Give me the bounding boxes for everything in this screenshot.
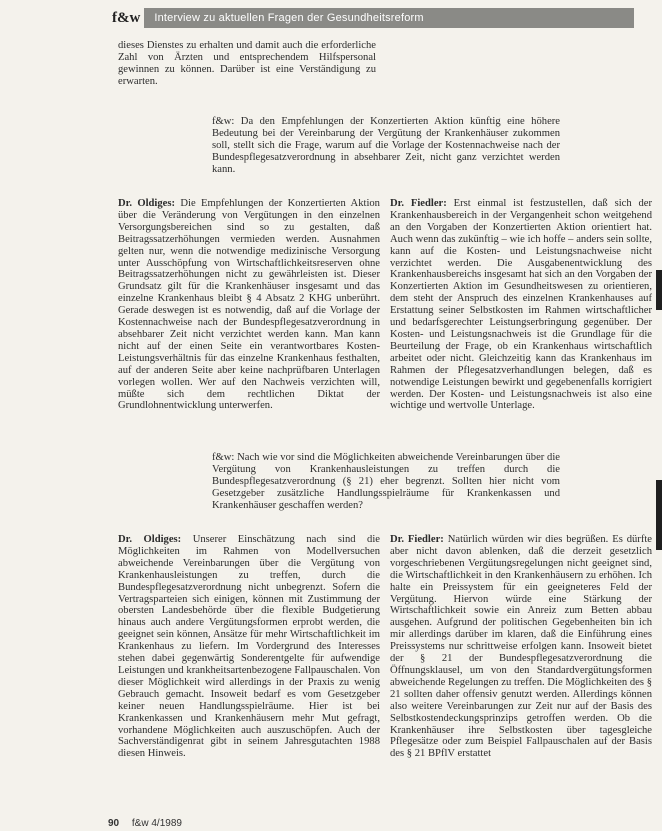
page-footer <box>108 818 182 829</box>
question-2: f&w: Nach wie vor sind die Möglichkeiten abweichende Vereinbarungen über die Vergütung von Krankenhausleistungen zu treffen durch die Bundespflegesatzverordnung (§ 21) eher begrenzt. Sollten hier nicht vom Gesetzgeber zusätzliche Handlungsspielräume für Krankenkassen und Krankenhäuser geschaffen werden? <box>212 452 560 511</box>
scan-edge-mark <box>656 480 662 550</box>
journal-logo: f&w <box>108 8 144 28</box>
speaker-name: Dr. Fiedler: <box>390 198 447 209</box>
scan-edge-mark <box>656 270 662 310</box>
issue-label: f&w 4/1989 <box>131 818 182 829</box>
speaker-name: Dr. Fiedler: <box>390 534 444 545</box>
header-title: Interview zu aktuellen Fragen der Gesundheitsreform <box>154 12 424 24</box>
intro-paragraph: dieses Dienstes zu erhalten und damit auch die erforderliche Zahl von Ärzten und entsprechendem Hilfspersonal gewinnen zu können. Darüber ist eine Verständigung zu erwarten. <box>118 40 376 87</box>
speaker-name: Dr. Oldiges: <box>118 198 176 209</box>
answer-2-fiedler: Dr. Fiedler: Natürlich würden wir dies begrüßen. Es dürfte aber nicht davon ablenken, daß die derzeit gesetzlich vorgeschriebenen Vergütungsregelungen nicht geeignet sind, die Wirtschaftlichkeit in den Krankenhäusern zu erhöhen. Ich halte ein Preissystem für ein geeigneteres Feld der Vergütung. Hiervon würde eine Stärkung der Wirtschaftlichkeit sowie ein Anreiz zum Betten abbau ausgehen. Aufgrund der politischen Gegebenheiten bin ich mir allerdings darüber im klaren, daß die Einführung eines Preissystems nur schrittweise erfolgen kann. Insoweit bietet der § 21 der Bundespflegesatzverordnung die Öffnungsklausel, um von den Standardvergütungsformen abweichende Regelungen zu treffen. Die Möglichkeiten des § 21 sollten daher offensiv genutzt werden. Allerdings können also weitere Vereinbarungen zur Zeit nur auf der Basis des Selbstkostendeckungsprinzips getroffen werden. Ob die Krankenhäuser ihre Selbstkosten über tagesgleiche Pflegesätze oder zum Beispiel Fallpauschalen auf der Basis des § 21 BPflV erstattet <box>390 534 653 760</box>
answer-1-oldiges: Dr. Oldiges: Die Empfehlungen der Konzertierten Aktion über die Veränderung von Vergütungen in den einzelnen Versorgungsbereichen sind so zu gestalten, daß Beitragssatzerhöhungen vermieden werden. Ausnahmen gelten nur, wenn die notwendige medizinische Versorgung unter Ausschöpfung von Wirtschaftlichkeitsreserven ohne Beitragssatzerhöhungen nicht zu gewährleisten ist. Dieser Grundsatz gilt für die Krankenhäuser insgesamt und das einzelne Krankenhaus bleibt § 4 Absatz 2 KHG unberührt. Gerade deswegen ist es notwendig, daß auf die Vorlage der Kostennachweise nach der Bundespflegesatzverordnung in absehbarer Zeit nicht verzichtet werden kann. Man kann nicht auf der einen Seite ein verantwortbares Kosten-Leistungsverhältnis für das einzelne Krankenhaus festhalten, auf der anderen Seite aber keine nachprüfbaren Unterlagen vorlegen wollen. Wer auf den Nachweis verzichten will, müßte sich dem rechtlichen Diktat der Grundlohnentwicklung unterwerfen. <box>118 198 380 412</box>
page-number: 90 <box>108 818 120 829</box>
speaker-name: Dr. Oldiges: <box>118 534 182 545</box>
page-header <box>108 8 634 28</box>
answer-2-oldiges: Dr. Oldiges: Unserer Einschätzung nach sind die Möglichkeiten im Rahmen von Modellversuchen abweichende Vereinbarungen über die Vergütung von Krankenhausleistungen zu treffen, durch die Bundespflegesatzverordnung nicht unbegrenzt. Sofern die Vertragsparteien sich einigen, können mit Zustimmung der obersten Landesbehörde über die flexible Budgetierung hinaus auch andere Vergütungsformen erprobt werden, die geeignet sein können, Ansätze für mehr Wirtschaftlichkeit im Krankenhaus zu liefern. Im Vordergrund des Interesses stehen dabei gegenwärtig Sonderentgelte für aufwendige Leistungen und krankheitsartenbezogene Fallpauschalen. Von dieser Möglichkeit wird allerdings in der Praxis zu wenig Gebrauch gemacht. Insoweit bedarf es vom Gesetzgeber keiner neuen Handlungsspielräume. Hier ist bei Krankenkassen und Krankenhäusern mehr Mut gefragt, vorhandene Möglichkeiten auch auszuschöpfen. Auch der Sachverständigenrat gibt in seinem Jahresgutachten 1988 diesen Hinweis. <box>118 534 380 760</box>
answer-1-fiedler: Dr. Fiedler: Erst einmal ist festzustellen, daß sich der Krankenhausbereich in der Vergangenheit schon weitgehend an den Vorgaben der Konzertierten Aktion orientiert hat. Auch wenn das zukünftig – wie ich hoffe – anders sein sollte, kann auf die Kosten- und Leistungsnachweise nicht verzichtet werden. Die Ausgabenentwicklung des Krankenhausbereichs insgesamt hat sich an den Vorgaben der Konzertierten Aktion im Gesundheitswesen zu orientieren, dem steht der Anspruch des einzelnen Krankenhauses auf Erstattung seiner Selbstkosten im Rahmen wirtschaftlicher und bedarfsgerechter Leistungserbringung gegenüber. Der Kosten- und Leistungsnachweis ist die Grundlage für die Beurteilung der Frage, ob ein Krankenhaus wirtschaftlich arbeitet oder nicht. Gleichzeitig kann das Krankenhaus im Rahmen der Pflegesatzverhandlungen belegen, daß es notwendige Leistungen bewirkt und gegebenenfalls korrigiert werden. Der Kosten- und Leistungsnachweis ist also eine wichtige und wertvolle Unterlage. <box>390 198 652 412</box>
question-1: f&w: Da den Empfehlungen der Konzertierten Aktion künftig eine höhere Bedeutung bei der Vereinbarung der Vergütung der Krankenhäuser zukommen soll, stellt sich die Frage, warum auf die Vorlage der Kostennachweise nach der Bundespflegesatzverordnung in absehbarer Zeit, nicht ganz verzichtet werden kann. <box>212 116 560 175</box>
